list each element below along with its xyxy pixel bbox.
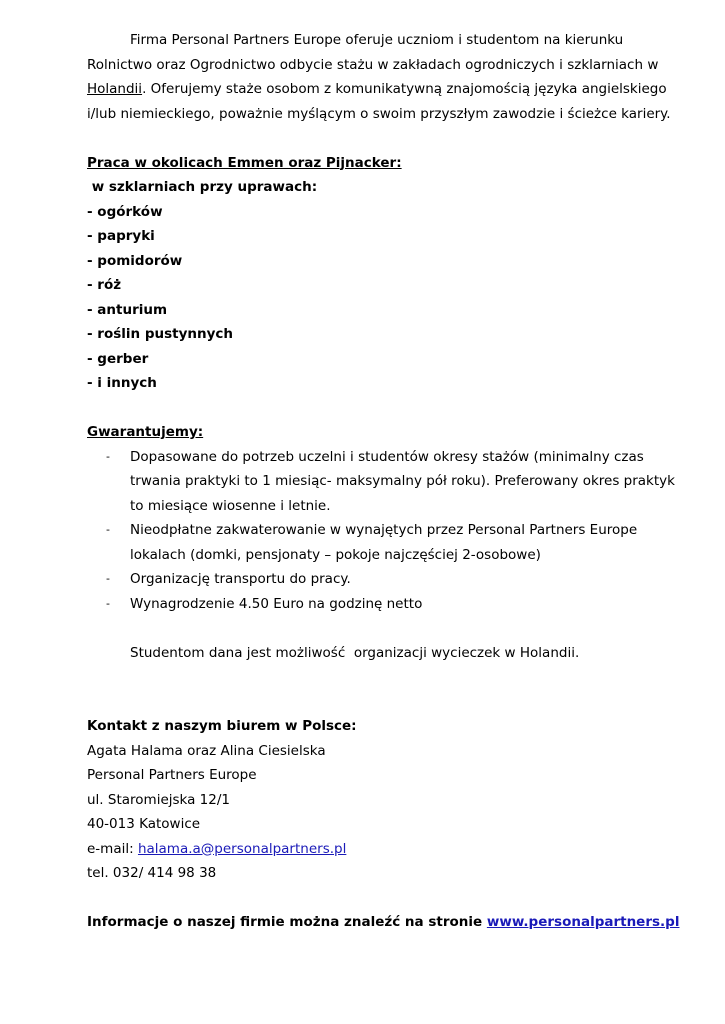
contact-city: 40-013 Katowice — [87, 816, 201, 832]
crop-item: - roślin pustynnych — [87, 326, 234, 342]
guarantee-item-text: Nieodpłatne zakwaterowanie w wynajętych przez Personal Partners Europe lokalach (domki, pensjonaty – pokoje najczęściej 2-osobowe) — [130, 522, 638, 563]
crop-item: - gerber — [87, 350, 149, 367]
footer-text: Informacje o naszej firmie można znaleźć na stronie — [87, 914, 487, 930]
crop-list — [87, 200, 687, 396]
crop-item: - pomidorów — [87, 252, 183, 269]
dash-bullet: - — [106, 449, 110, 463]
contact-section — [87, 714, 687, 886]
website-link[interactable]: www.personalpartners.pl — [486, 914, 680, 930]
intro-paragraph — [87, 28, 687, 126]
crop-item: - ogórków — [87, 203, 163, 220]
dash-bullet: - — [106, 572, 110, 585]
crop-item: - i innych — [87, 375, 157, 391]
contact-phone: tel. 032/ 414 98 38 — [87, 865, 217, 881]
guarantee-list — [87, 445, 687, 617]
guarantee-item — [87, 445, 687, 519]
guarantee-item-text: Organizację transportu do pracy. — [130, 571, 351, 587]
crop-item: - papryki — [87, 228, 155, 244]
trips-note: Studentom dana jest możliwość organizacji wycieczek w Holandii. — [130, 644, 580, 661]
email-link[interactable]: halama.a@personalpartners.pl — [137, 840, 347, 857]
guarantee-item-text: Dopasowane do potrzeb uczelni i studentów okresy stażów (minimalny czas trwania praktyki to 1 miesiąc- maksymalny pół roku). Preferowany okres praktyk to miesiące wiosenne i letnie. — [130, 448, 675, 514]
guarantee-item — [87, 592, 687, 617]
contact-email-line — [87, 837, 687, 862]
email-label: e-mail: — [87, 840, 138, 857]
contact-company: Personal Partners Europe — [87, 767, 257, 783]
contact-names: Agata Halama oraz Alina Ciesielska — [87, 742, 326, 759]
crop-item: - róż — [87, 277, 122, 293]
guarantee-heading: Gwarantujemy: — [87, 424, 204, 440]
document-page — [87, 28, 687, 935]
footer-line — [87, 910, 687, 935]
work-heading: Praca w okolicach Emmen oraz Pijnacker: — [87, 154, 402, 171]
dash-bullet: - — [106, 596, 110, 610]
dash-bullet: - — [106, 523, 110, 536]
work-subheading: w szklarniach przy uprawach: — [87, 179, 318, 195]
contact-street: ul. Staromiejska 12/1 — [87, 791, 230, 808]
holandii-link[interactable]: Holandii — [87, 81, 143, 97]
guarantee-item — [87, 567, 687, 592]
guarantee-item — [87, 518, 687, 567]
contact-heading: Kontakt z naszym biurem w Polsce: — [87, 718, 357, 734]
intro-text-1: Firma Personal Partners Europe oferuje uczniom i studentom na kierunku Rolnictwo oraz Ogrodnictwo odbycie stażu w zakładach ogrodniczych i szklarniach w — [87, 32, 659, 73]
intro-text-2: . Oferujemy staże osobom z komunikatywną znajomością języka angielskiego i/lub niemieckiego, poważnie myślącym o swoim przyszłym zawodzie i ścieżce kariery. — [87, 81, 671, 122]
crop-item: - anturium — [87, 301, 168, 318]
guarantee-item-text: Wynagrodzenie 4.50 Euro na godzinę netto — [130, 595, 423, 612]
